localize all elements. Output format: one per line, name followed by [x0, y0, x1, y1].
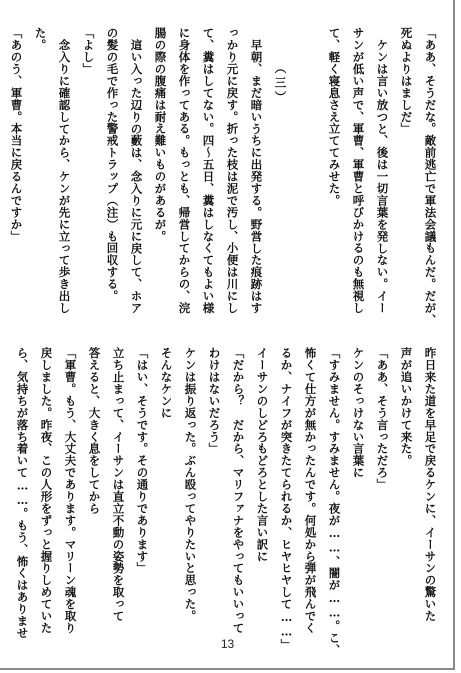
text-column: ケンは振り返った。ぶん殴ってやりたいと思った。: [183, 347, 198, 622]
text-column: ケンのそっけない言葉に: [351, 347, 366, 479]
text-column: て、糞はしてない。四～五日、糞はしなくてもよい様: [201, 27, 216, 314]
text-column: て、軽く寝息さえ立ててみせた。: [327, 27, 342, 207]
text-column: そんなケンに: [159, 347, 174, 419]
text-column: 「あのう、軍曹。本当に戻るんですか」: [9, 27, 24, 243]
text-column: 「すみません。すみません。夜が……、闇が……。こ、: [327, 347, 342, 656]
text-column: サンが低い声で、軍曹、軍曹と呼びかけるのも無視し: [351, 27, 366, 314]
text-column: るか、ナイフが突きたてられるか、ヒヤヒヤして……」: [279, 347, 294, 651]
text-column: た。: [33, 27, 48, 51]
text-column: イーサンのしどろもどろとした言い訳に: [255, 347, 270, 563]
text-column: っかり元に戻す。折った枝は泥で汚し、小便は川にし: [225, 27, 240, 314]
text-column: に身体を作ってある。もっとも、帰営してからの、浣: [177, 27, 192, 314]
text-column: 声が追いかけて来た。: [399, 347, 414, 467]
text-column: 昨日来た道を早足で戻るケンに、イーサンの驚いた: [423, 347, 438, 622]
text-column: 死ぬよりはましだ」: [399, 27, 414, 135]
text-column: 「はい、そうです。その通りであります」: [135, 347, 150, 575]
text-column: ケンは言い放つと、後は一切言葉を発しない。イー: [375, 39, 390, 314]
text-column: 立ち止まって、イーサンは直立不動の姿勢を取って: [111, 347, 126, 622]
text-column: 怖くて仕方が無かったんです。何処から弾が飛んでく: [303, 347, 318, 634]
text-column: ら、気持ちが落ち着いて……。もう、怖くはありませ: [15, 347, 30, 639]
text-column: 這い入った辺りの藪は、念入りに元に戻して、ホア: [129, 39, 144, 314]
text-column: 腸の際の腹痛は耐え難いものがあるが。: [153, 27, 168, 243]
text-column: 「よし」: [81, 27, 96, 75]
text-column: 念入りに確認してから、ケンが先に立って歩き出し: [57, 39, 72, 314]
section-heading: （三）: [273, 62, 288, 106]
text-column: 「だから？ だから、マリファナをやってもいいって: [231, 347, 246, 634]
text-column: の髪の毛で作った警戒トラップ（注）も回収する。: [105, 27, 120, 302]
text-column: わけはないだろう」: [207, 347, 222, 455]
text-column: 「ああ、そうだな。敵前逃亡で軍法会議もんだ。だが、: [423, 27, 438, 326]
text-column: 早朝、まだ暗いうちに出発する。野営した痕跡はす: [249, 39, 264, 314]
text-column: 答えると、大きく息をしてから: [87, 347, 102, 515]
text-column: 「ああ、そう言っただろ」: [375, 347, 390, 491]
page-number: 13: [220, 637, 235, 651]
text-column: 「軍曹。もう、大丈夫であります。マリーン魂を取り: [63, 347, 78, 634]
text-column: 戻しました。昨夜、この人形をずっと握りしめていた: [39, 347, 54, 634]
